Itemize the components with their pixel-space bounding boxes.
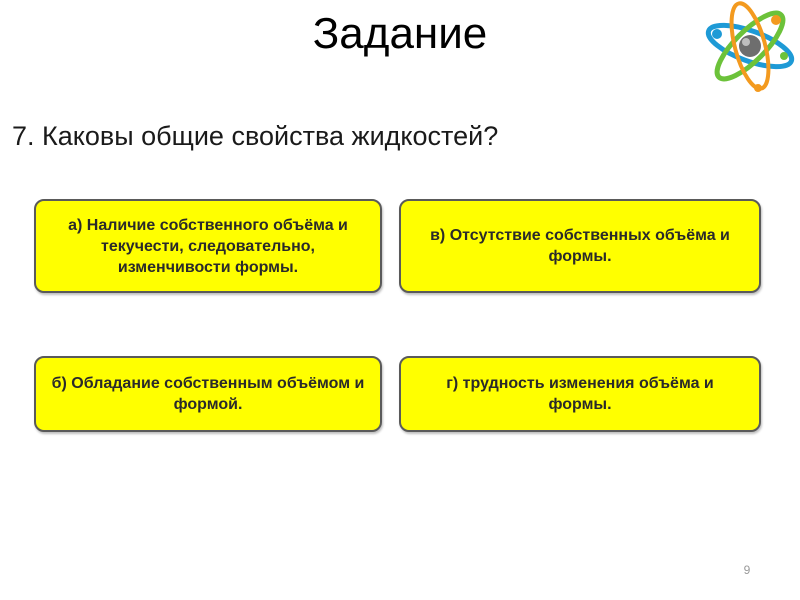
answer-option-a[interactable]: а) Наличие собственного объёма и текучести, следовательно, изменчивости формы. [34, 199, 382, 293]
answer-option-b[interactable]: б) Обладание собственным объёмом и формой. [34, 356, 382, 432]
atom-icon [704, 0, 800, 100]
slide-title: Задание [312, 9, 488, 58]
answer-option-g[interactable]: г) трудность изменения объёма и формы. [399, 356, 761, 432]
question-text: 7. Каковы общие свойства жидкостей? [12, 121, 499, 151]
page-number: 9 [743, 563, 751, 577]
answer-option-v[interactable]: в) Отсутствие собственных объёма и формы. [399, 199, 761, 293]
